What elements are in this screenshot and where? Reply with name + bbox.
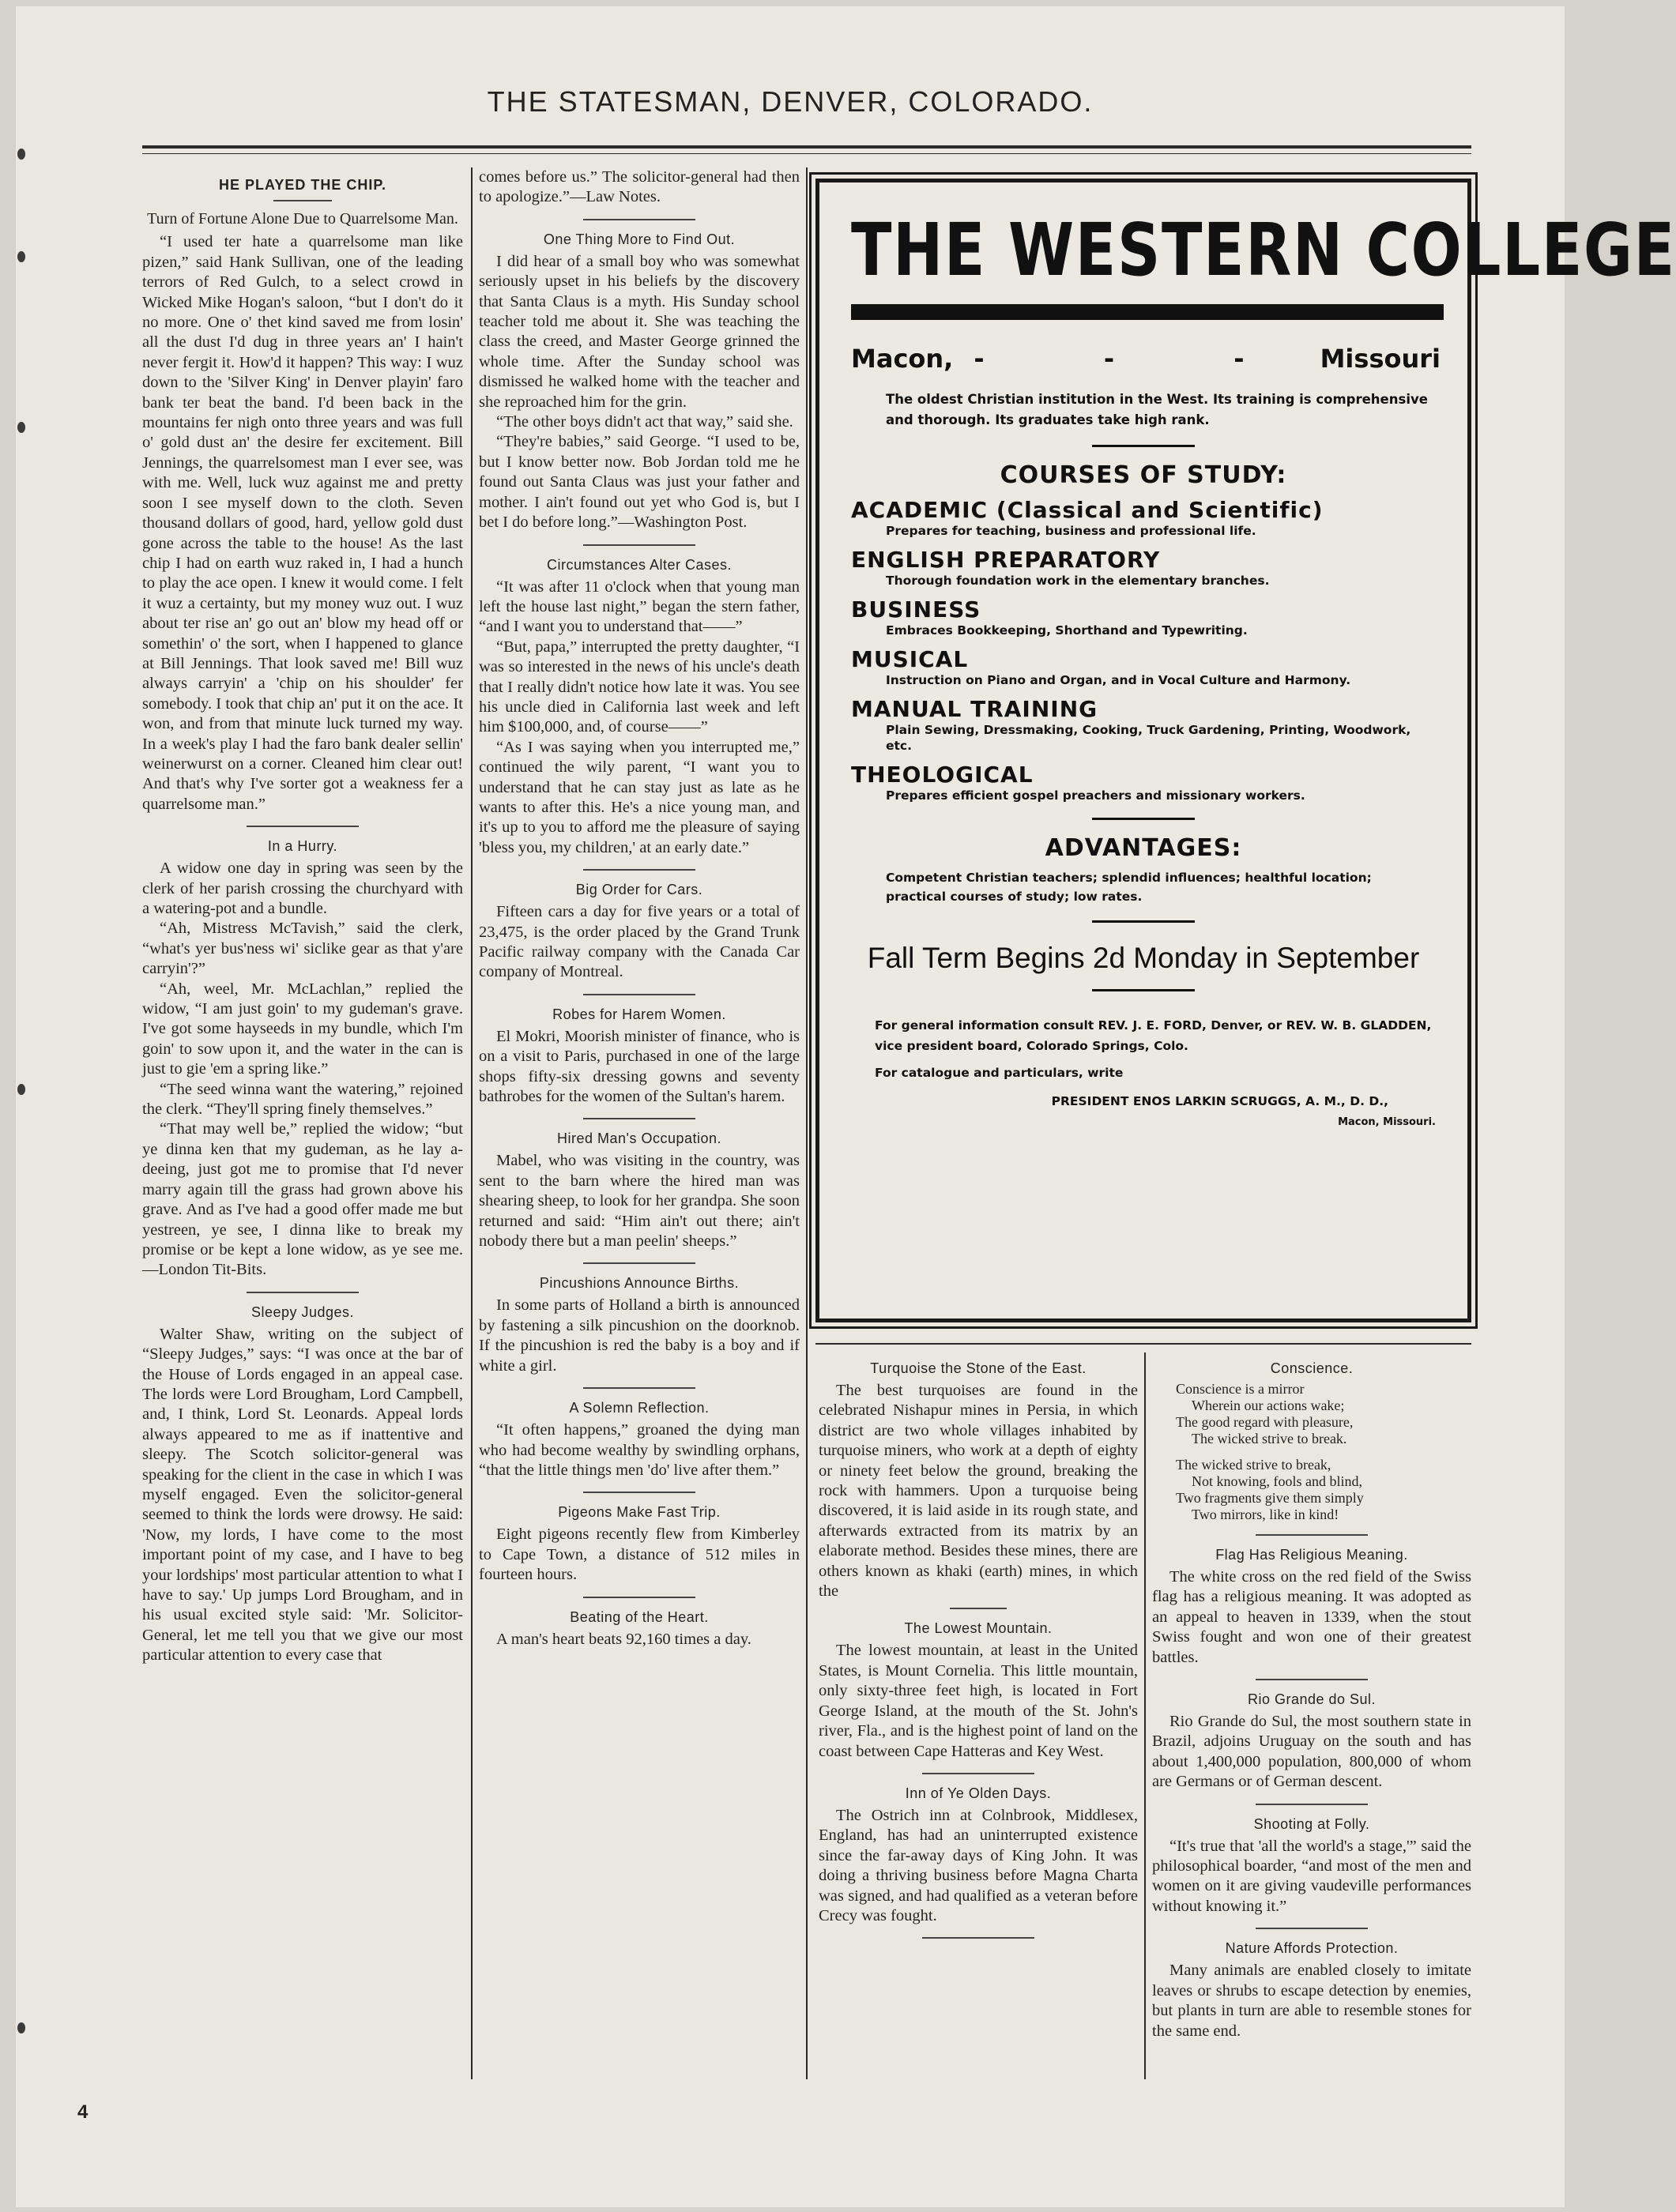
article-title: Nature Affords Protection. [1225, 1940, 1399, 1957]
ad-separator [1092, 818, 1195, 820]
ad-president: PRESIDENT ENOS LARKIN SCRUGGS, A. M., D. D., [1051, 1094, 1388, 1108]
ad-location [851, 344, 1441, 374]
divider [583, 1597, 695, 1598]
course-description: Prepares efficient gospel preachers and missionary workers. [886, 788, 1305, 803]
paragraph: In some parts of Holland a birth is announced by fastening a silk pincushion on the doorknob. If the pincushion is red the baby is a boy and if white a girl. [479, 1296, 800, 1375]
paragraph: Rio Grande do Sul, the most southern state in Brazil, adjoins Uruguay on the south and has about 1,400,000 population, 800,000 of whom are Germans or of German descent. [1152, 1713, 1471, 1791]
paragraph: Fifteen cars a day for five years or a total of 23,475, is the order placed by the Grand Trunk Pacific railway company with the Canada Car company of Montreal. [479, 903, 800, 981]
course-title: THEOLOGICAL [851, 762, 1034, 788]
header-rule-thin [142, 153, 1471, 154]
article-title: Hired Man's Occupation. [556, 1130, 722, 1147]
divider [583, 869, 695, 871]
column-divider-3 [1144, 1352, 1146, 2079]
advantages-text: Competent Christian teachers; splendid influences; healthful location; practical courses of study; low rates. [886, 871, 1372, 904]
ad-dashes: - - - [974, 344, 1300, 374]
paragraph: The lowest mountain, at least in the United States, is Mount Cornelia. This little mountain, only sixty-three feet high, is located in Fort George Island, at the mouth of the St. John's river, Fla., and is the highest point of land on the coast between Cape Hatteras and Key West. [819, 1642, 1138, 1760]
ad-president-city: Macon, Missouri. [1338, 1116, 1436, 1128]
paragraph: The best turquoises are found in the celebrated Nishapur mines in Persia, in which district are two whole villages inhabited by turquoise miners, who work at a depth of eighty or ninety feet below the ground, breaking the rock with hammers. Upon a turquoise being discovered, it is laid aside in its rough state, and afterwards extracted from its matrix by an elaborate method. Besides these mines, there are others known as khaki (earth) mines, in which the [819, 1382, 1138, 1601]
header-rule-thick [142, 145, 1471, 149]
column-1 [142, 177, 463, 1666]
poem-line: The good regard with pleasure, [1176, 1414, 1354, 1430]
poem-line: Wherein our actions wake; [1192, 1398, 1345, 1413]
paragraph: “The seed winna want the watering,” rejoined the clerk. “They'll spring finely themselves.” [142, 1080, 463, 1119]
ad-city: Macon, [851, 344, 954, 374]
paragraph: El Mokri, Moorish minister of finance, who is on a visit to Paris, purchased in one of the large shops fifty-six dressing gowns and seventy bathrobes for the women of the Sultan's harem. [479, 1027, 800, 1106]
course-title: ENGLISH PREPARATORY [851, 547, 1161, 573]
binding-hole [17, 251, 25, 262]
divider [273, 200, 331, 201]
article-title: Robes for Harem Women. [552, 1006, 726, 1022]
column-4 [1152, 1360, 1471, 2041]
article-title: Conscience. [1270, 1360, 1354, 1376]
poem-line: Two mirrors, like in kind! [1192, 1507, 1339, 1522]
poem-line: Two fragments give them simply [1176, 1490, 1364, 1506]
ad-intro: The oldest Christian institution in the West. Its training is comprehensive and thorough. Its graduates take high rank. [886, 392, 1428, 427]
ad-separator [1092, 989, 1195, 991]
course-description: Plain Sewing, Dressmaking, Cooking, Truck Gardening, Printing, Woodwork, etc. [886, 723, 1411, 753]
poem-line: The wicked strive to break, [1176, 1457, 1331, 1473]
article-title: One Thing More to Find Out. [543, 231, 736, 247]
paragraph: “I used ter hate a quarrelsome man like pizen,” said Hank Sullivan, one of the leading terrors of Red Gulch, to a select crowd in Wicked Mike Hogan's saloon, “but I don't do it no more. One o' thet kind saved me from losin' all the dust I'd dug in three years an' I hain't never fergit it. How'd it happen? This way: I wuz down to the 'Silver King' in Denver playin' faro bank ter beat the band. I'd been back in the mountains fer nigh onto three years and was full o' gold dust an' the desire fer excitement. Bill Jennings, the quarrelsomest man I ever see, was with me. Well, luck wuz against me and pretty soon I see myself down to the cloth. Seven thousand dollars of good, hard, yellow gold dust gone across the table to the house! As the last chip I had on earth wuz raked in, I had a hunch to play the ace open. I knew it would come. I felt it wuz a certainty, but my money wuz out. I wuz about ter rise an' go out an' blow my head off or somethin' o' the sort, when I happened to glance at Bill Jennings. That look saved me! Bill wuz always carryin' a 'chip on his shoulder' fer somebody. I took that chip an' put it on the ace. It won, and from that minute luck turned my way. In a week's play I had the faro bank dealer sellin' weinerwurst on a corner. Cleaned him clear out! And that's why I've sorter got a weakness fer a quarrelsome man.” [142, 233, 463, 813]
course-description: Embraces Bookkeeping, Shorthand and Typewriting. [886, 623, 1248, 638]
ad-separator [1092, 920, 1195, 923]
course-title: ACADEMIC (Classical and Scientific) [851, 497, 1324, 523]
course-title: BUSINESS [851, 596, 981, 623]
paragraph: “Ah, Mistress McTavish,” said the clerk, “what's yer bus'ness wi' siclike gear as that y'are carryin'?” [142, 920, 463, 978]
article-title: Inn of Ye Olden Days. [905, 1785, 1052, 1801]
divider [583, 544, 695, 546]
binding-hole [17, 2022, 25, 2033]
poem-line: The wicked strive to break. [1192, 1431, 1347, 1446]
article-title: Turquoise the Stone of the East. [870, 1360, 1087, 1376]
article-title: Beating of the Heart. [570, 1608, 709, 1625]
divider [1256, 1534, 1367, 1536]
paragraph: Eight pigeons recently flew from Kimberley to Cape Town, a distance of 512 miles in fourteen hours. [479, 1525, 800, 1584]
paragraph: “It's true that 'all the world's a stage,'” said the philosophical boarder, “and most of the men and women on it are giving vaudeville performances without knowing it.” [1152, 1837, 1471, 1915]
page-number: 4 [77, 2101, 89, 2123]
article-title: Flag Has Religious Meaning. [1215, 1547, 1408, 1563]
column-divider-2 [806, 167, 808, 2079]
article-title: Pigeons Make Fast Trip. [558, 1504, 721, 1521]
poem-line: Conscience is a mirror [1176, 1381, 1305, 1397]
paragraph: “It often happens,” groaned the dying man who had become wealthy by swindling orphans, “that the little things men 'do' live after them.” [479, 1421, 800, 1479]
article-title: Pincushions Announce Births. [539, 1275, 740, 1292]
divider [583, 219, 695, 220]
ad-bottom-rule [815, 1343, 1471, 1345]
article-title: Sleepy Judges. [250, 1304, 355, 1320]
divider [950, 1608, 1007, 1609]
paragraph: I did hear of a small boy who was somewhat seriously upset in his beliefs by the discovery that Santa Claus is a myth. His Sunday school teacher told me about it. She was teaching the class the creed, and Master George grinned the whole time. After the Sunday school was dismissed he walked home with the teacher and she reproached him for the grin. [479, 252, 800, 411]
paragraph: “But, papa,” interrupted the pretty daughter, “I was so interested in the news of his uncle's death that I really didn't notice how late it was. You see his uncle died in California last week and left him $100,000, and, of course——” [479, 638, 800, 736]
divider [247, 1292, 359, 1293]
divider [1256, 1928, 1367, 1929]
article-title: In a Hurry. [267, 838, 338, 855]
divider [583, 1118, 695, 1119]
paragraph: “Ah, weel, Mr. McLachlan,” replied the widow, “I am just goin' to my gudeman's grave. I've got some hayseeds in my bundle, which I'm goin' to sow upon it, and the water in the can is just to gie 'em a spring like.” [142, 980, 463, 1078]
divider [1256, 1804, 1367, 1805]
paragraph: The Ostrich inn at Colnbrook, Middlesex, England, has had an uninterrupted existence since the far-away days of King John. It was doing a thriving business before Magna Charta was signed, and had qualified as a veteran before Crecy was fought. [819, 1806, 1138, 1924]
article-subtitle: Turn of Fortune Alone Due to Quarrelsome Man. [147, 210, 458, 228]
column-2 [479, 167, 800, 1650]
article-title: Rio Grande do Sul. [1247, 1691, 1377, 1708]
courses-heading: COURSES OF STUDY: [1000, 461, 1287, 489]
paragraph: “They're babies,” said George. “I used to be, but I know better now. Bob Jordan told me he found out Santa Claus was just your father and mother. I ain't found out yet who God is, but I bet I do before long.”—Washington Post. [479, 433, 800, 532]
paragraph: Walter Shaw, writing on the subject of “Sleepy Judges,” says: “I was once at the bar of the House of Lords engaged in an appeal case. The lords were Lord Brougham, Lord Campbell, and, I think, Lord St. Leonards. Appeal lords always appeared to me as if inattentive and sleepy. The Scotch solicitor-general was speaking for the client in the case in which I was myself engaged. Even the solicitor-general seemed to think the lords were drowsy. He said: 'Now, my lords, I have come to the most important point of my case, and I have to beg your lordships' most particular attention to what I have to say.' Up jumps Lord Brougham, and in his usual excited style said: 'Mr. Solicitor-General, let me tell you that we give our most particular attention to every case that [142, 1325, 463, 1665]
paragraph: “It was after 11 o'clock when that young man left the house last night,” began the stern father, “and I want you to understand that——” [479, 577, 800, 636]
article-title: The Lowest Mountain. [904, 1620, 1053, 1637]
column-3 [819, 1360, 1138, 1950]
paragraph: “That may well be,” replied the widow; “but ye dinna ken that my gudeman, as he lay a-deeing, just got me to promise that I'd never marry again till the grass had grown above his grave. And as I've had a good offer made me but yestreen, ye see, I dinna like to break my promise or be kept a lone widow, as ye see me.—London Tit-Bits. [142, 1120, 463, 1279]
paragraph: The white cross on the red field of the Swiss flag has a religious meaning. It was adopted as an appeal to heaven in 1339, when the stout Swiss fought and won one of their greatest battles. [1152, 1568, 1471, 1666]
fall-term-notice: Fall Term Begins 2d Monday in September [867, 942, 1420, 974]
ad-catalogue-info: For catalogue and particulars, write [875, 1066, 1124, 1080]
course-description: Thorough foundation work in the elementary branches. [886, 574, 1270, 588]
paragraph: A widow one day in spring was seen by the clerk of her parish crossing the churchyard with a watering-pot and a bundle. [142, 860, 463, 917]
course-description: Instruction on Piano and Organ, and in Vocal Culture and Harmony. [886, 673, 1351, 687]
newspaper-header: THE STATESMAN, DENVER, COLORADO. [487, 85, 1094, 118]
course-description: Prepares for teaching, business and professional life. [886, 524, 1256, 538]
binding-hole [17, 422, 25, 433]
divider [583, 994, 695, 995]
article-title: A Solemn Reflection. [569, 1400, 710, 1416]
paragraph: Mabel, who was visiting in the country, was sent to the barn where the hired man was shearing sheep, to look for her grandpa. She soon returned and said: “Him ain't out there; ain't nobody there but a man peelin' sheeps.” [479, 1152, 800, 1251]
divider [583, 1387, 695, 1389]
paragraph: A man's heart beats 92,160 times a day. [496, 1630, 751, 1648]
ad-title: THE WESTERN COLLEGE [851, 208, 1676, 292]
binding-hole [17, 149, 25, 160]
paragraph: “As I was saying when you interrupted me,” continued the wily parent, “I want you to understand that he can stay just as late as he wants to after this. He's a nice young man, and it's up to you to afford me the pleasure of saying 'bless you, my children,' at an early date.” [479, 738, 800, 856]
column-divider-1 [471, 167, 473, 2079]
paragraph: “The other boys didn't act that way,” said she. [496, 413, 793, 431]
divider [1256, 1679, 1367, 1680]
advantages-heading: ADVANTAGES: [1045, 834, 1242, 862]
binding-hole [17, 1084, 25, 1095]
article-title: Shooting at Folly. [1253, 1815, 1370, 1832]
paragraph: Many animals are enabled closely to imitate leaves or shrubs to escape detection by enemies, but plants in turn are able to resemble stones for the same end. [1152, 1962, 1471, 2040]
course-title: MUSICAL [851, 646, 969, 672]
college-advertisement [815, 179, 1676, 1322]
ad-title-bar [851, 304, 1444, 320]
article-title: Circumstances Alter Cases. [546, 556, 733, 573]
divider [922, 1937, 1034, 1939]
ad-separator [1092, 445, 1195, 447]
course-title: MANUAL TRAINING [851, 696, 1098, 722]
ad-state: Missouri [1320, 344, 1441, 374]
divider [247, 826, 359, 827]
poem-line: Not knowing, fools and blind, [1192, 1473, 1362, 1489]
divider [583, 1492, 695, 1493]
divider [583, 1262, 695, 1264]
ad-contact-info: For general information consult REV. J. E. FORD, Denver, or REV. W. B. GLADDEN, vice president board, Colorado Springs, Colo. [875, 1018, 1432, 1053]
article-title: HE PLAYED THE CHIP. [218, 177, 387, 193]
paragraph: comes before us.” The solicitor-general had then to apologize.”—Law Notes. [479, 168, 800, 206]
article-title: Big Order for Cars. [575, 882, 703, 898]
poem [1152, 1381, 1471, 1523]
divider [922, 1773, 1034, 1774]
